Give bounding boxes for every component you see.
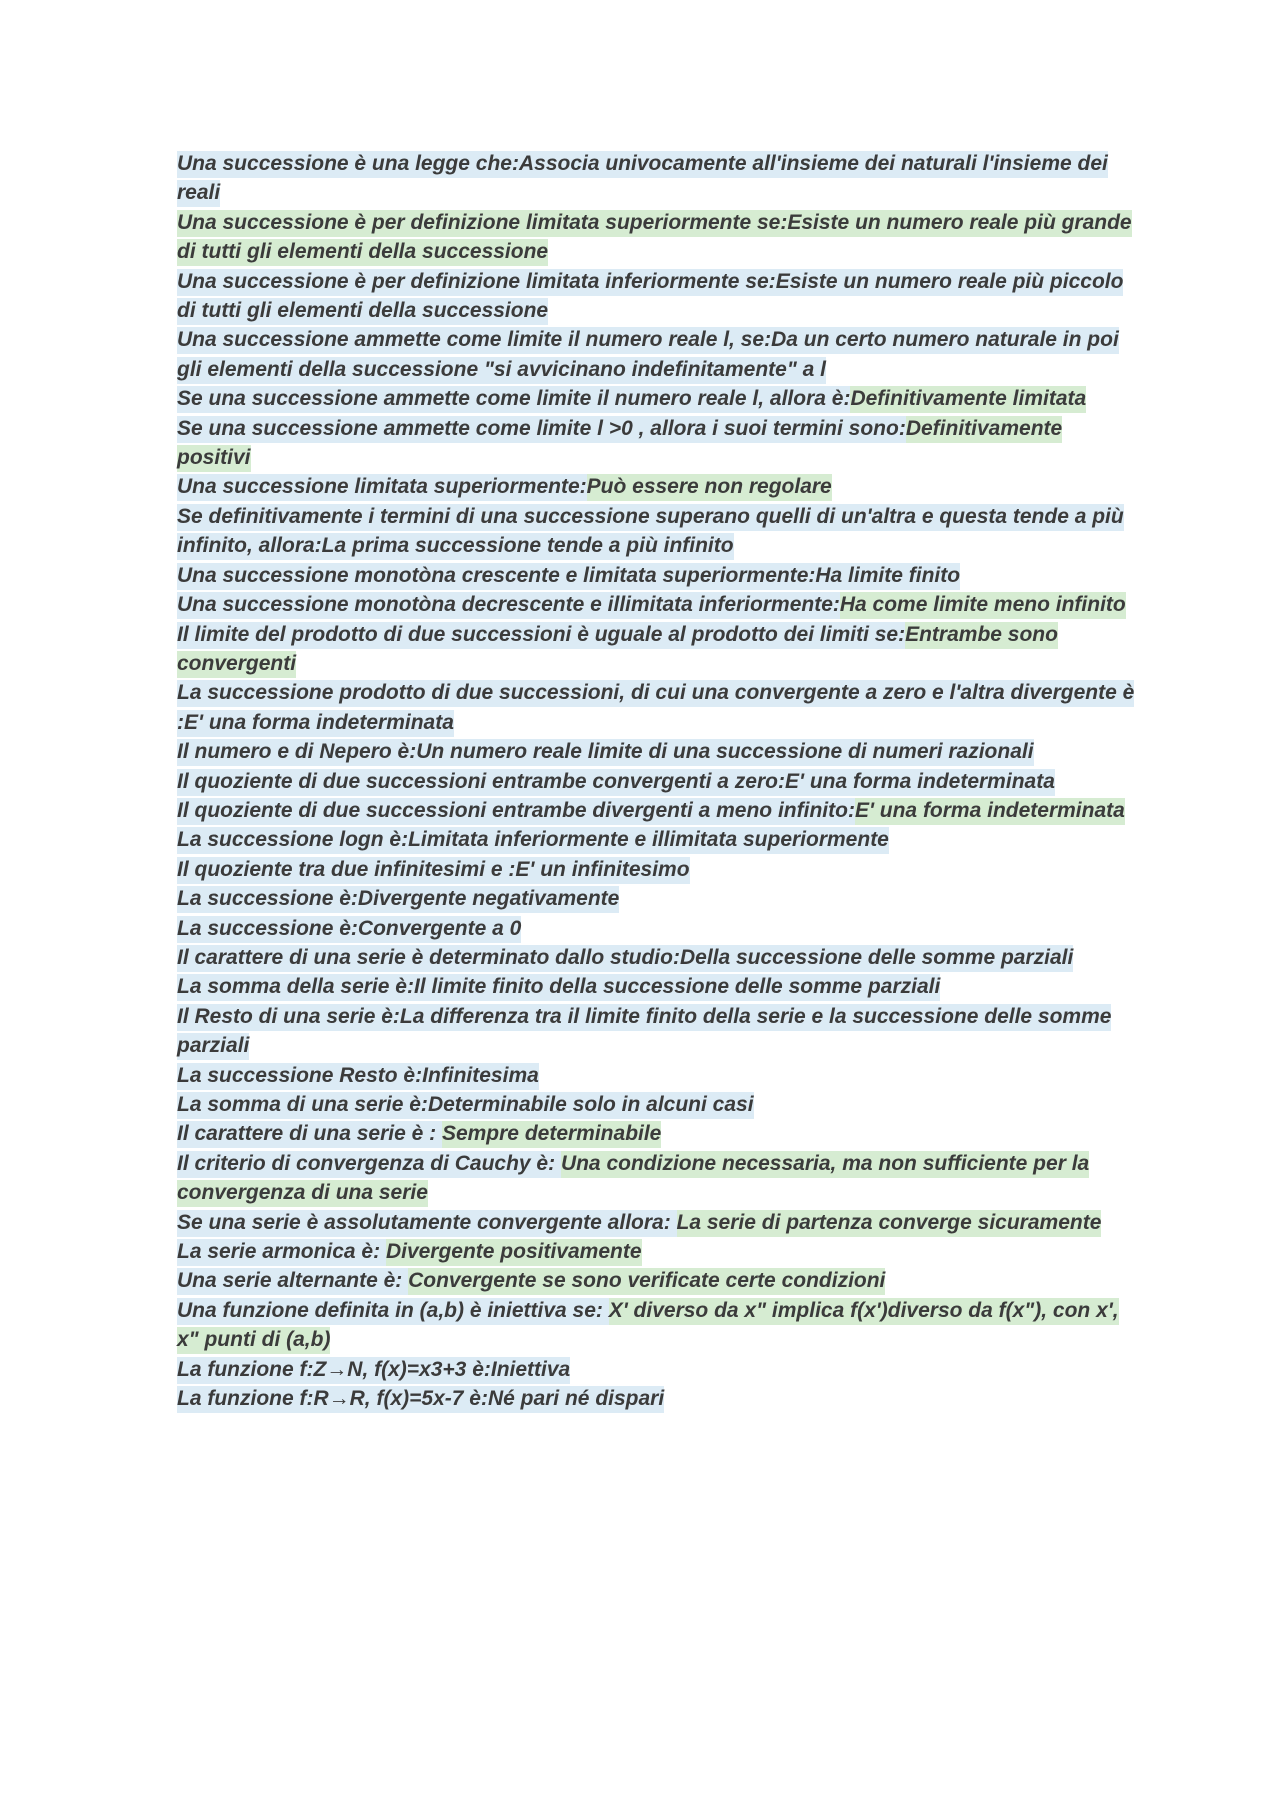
answer-text: E' una forma indeterminata <box>785 769 1055 796</box>
question-text: Il quoziente tra due infinitesimi e : <box>177 857 515 884</box>
qa-item <box>177 943 1137 972</box>
answer-text: Divergente positivamente <box>386 1239 642 1266</box>
question-text: Una successione monotòna crescente e limitata superiormente: <box>177 563 815 590</box>
answer-text: Né pari né dispari <box>488 1386 664 1413</box>
question-text: La serie armonica è: <box>177 1239 386 1266</box>
qa-item <box>177 561 1137 590</box>
answer-text: Definitivamente positivi <box>177 416 1062 472</box>
question-text: Se una successione ammette come limite l >0 , allora i suoi termini sono: <box>177 416 906 443</box>
question-text: La successione logn è: <box>177 827 408 854</box>
question-text: Una successione ammette come limite il numero reale l, se: <box>177 327 771 354</box>
question-text: Il Resto di una serie è: <box>177 1004 400 1031</box>
answer-text: Convergente a 0 <box>358 916 521 943</box>
answer-text: E' una forma indeterminata <box>184 710 454 737</box>
qa-item <box>177 678 1137 737</box>
question-text: Il carattere di una serie è : <box>177 1121 442 1148</box>
answer-text: Definitivamente limitata <box>850 386 1086 413</box>
qa-item <box>177 267 1137 326</box>
question-text: La successione è: <box>177 916 358 943</box>
answer-text: Ha limite finito <box>815 563 960 590</box>
answer-text: Associa univocamente all'insieme dei naturali l'insieme dei reali <box>177 151 1108 207</box>
answer-text: Esiste un numero reale più grande di tutti gli elementi della successione <box>177 210 1132 266</box>
question-text: Se definitivamente i termini di una successione superano quelli di un'altra e questa tende a più infinito, allora: <box>177 504 1124 560</box>
qa-item <box>177 855 1137 884</box>
qa-item <box>177 502 1137 561</box>
qa-item <box>177 737 1137 766</box>
qa-item <box>177 767 1137 796</box>
qa-item <box>177 914 1137 943</box>
answer-text: Infinitesima <box>422 1063 539 1090</box>
qa-item <box>177 1384 1137 1413</box>
answer-text: Determinabile solo in alcuni casi <box>428 1092 754 1119</box>
answer-text: Sempre determinabile <box>442 1121 661 1148</box>
qa-item <box>177 1266 1137 1295</box>
qa-item <box>177 1090 1137 1119</box>
question-text: Il carattere di una serie è determinato dallo studio: <box>177 945 680 972</box>
answer-text: Da un certo numero naturale in poi gli elementi della successione "si avvicinano indefinitamente" a l <box>177 327 1119 383</box>
question-text: La successione è: <box>177 886 358 913</box>
question-text: La funzione f:R→R, f(x)=5x-7 è: <box>177 1386 488 1413</box>
qa-item <box>177 208 1137 267</box>
answer-text: La differenza tra il limite finito della serie e la successione delle somme parziali <box>177 1004 1111 1060</box>
answer-text: Può essere non regolare <box>587 474 832 501</box>
question-text: Una successione è per definizione limitata superiormente se: <box>177 210 787 237</box>
answer-text: E' una forma indeterminata <box>855 798 1125 825</box>
question-text: La successione prodotto di due successioni, di cui una convergente a zero e l'altra divergente è : <box>177 680 1134 736</box>
answer-text: La prima successione tende a più infinito <box>322 533 734 560</box>
question-text: Una funzione definita in (a,b) è iniettiva se: <box>177 1298 609 1325</box>
qa-item <box>177 1149 1137 1208</box>
qa-item <box>177 472 1137 501</box>
question-text: Il quoziente di due successioni entrambe divergenti a meno infinito: <box>177 798 855 825</box>
question-text: Una successione è una legge che: <box>177 151 519 178</box>
answer-text: Una condizione necessaria, ma non sufficiente per la convergenza di una serie <box>177 1151 1089 1207</box>
answer-text: Limitata inferiormente e illimitata superiormente <box>408 827 889 854</box>
qa-item <box>177 1119 1137 1148</box>
answer-text: Un numero reale limite di una successione di numeri razionali <box>416 739 1033 766</box>
question-text: Una successione monotòna decrescente e illimitata inferiormente: <box>177 592 840 619</box>
answer-text: Ha come limite meno infinito <box>840 592 1126 619</box>
answer-text: Il limite finito della successione delle somme parziali <box>414 974 940 1001</box>
qa-item <box>177 1296 1137 1355</box>
qa-item <box>177 1355 1137 1384</box>
answer-text: E' un infinitesimo <box>515 857 689 884</box>
answer-text: Convergente se sono verificate certe condizioni <box>408 1268 885 1295</box>
qa-item <box>177 884 1137 913</box>
question-text: Il quoziente di due successioni entrambe convergenti a zero: <box>177 769 785 796</box>
question-text: Se una serie è assolutamente convergente allora: <box>177 1210 677 1237</box>
qa-item <box>177 384 1137 413</box>
qa-item <box>177 1208 1137 1237</box>
question-text: La somma di una serie è: <box>177 1092 428 1119</box>
answer-text: X' diverso da x" implica f(x')diverso da f(x"), con x', x" punti di (a,b) <box>177 1298 1119 1354</box>
question-text: Il numero e di Nepero è: <box>177 739 416 766</box>
qa-item <box>177 1237 1137 1266</box>
question-text: Una successione è per definizione limitata inferiormente se: <box>177 269 776 296</box>
qa-item <box>177 414 1137 473</box>
qa-item <box>177 796 1137 825</box>
qa-item <box>177 325 1137 384</box>
question-text: Una successione limitata superiormente: <box>177 474 587 501</box>
answer-text: Della successione delle somme parziali <box>680 945 1073 972</box>
question-text: La funzione f:Z→N, f(x)=x3+3 è: <box>177 1357 491 1384</box>
qa-item <box>177 590 1137 619</box>
qa-item <box>177 1061 1137 1090</box>
qa-item <box>177 825 1137 854</box>
answer-text: Iniettiva <box>491 1357 570 1384</box>
qa-item <box>177 1002 1137 1061</box>
answer-text: La serie di partenza converge sicuramente <box>677 1210 1102 1237</box>
answer-text: Esiste un numero reale più piccolo di tutti gli elementi della successione <box>177 269 1123 325</box>
question-text: Se una successione ammette come limite il numero reale l, allora è: <box>177 386 850 413</box>
answer-text: Divergente negativamente <box>358 886 619 913</box>
quiz-document <box>177 149 1137 1413</box>
qa-item <box>177 972 1137 1001</box>
qa-item <box>177 149 1137 208</box>
question-text: Una serie alternante è: <box>177 1268 408 1295</box>
question-text: La somma della serie è: <box>177 974 414 1001</box>
question-text: Il criterio di convergenza di Cauchy è: <box>177 1151 561 1178</box>
question-text: La successione Resto è: <box>177 1063 422 1090</box>
qa-item <box>177 620 1137 679</box>
answer-text: Entrambe sono convergenti <box>177 622 1058 678</box>
question-text: Il limite del prodotto di due successioni è uguale al prodotto dei limiti se: <box>177 622 905 649</box>
